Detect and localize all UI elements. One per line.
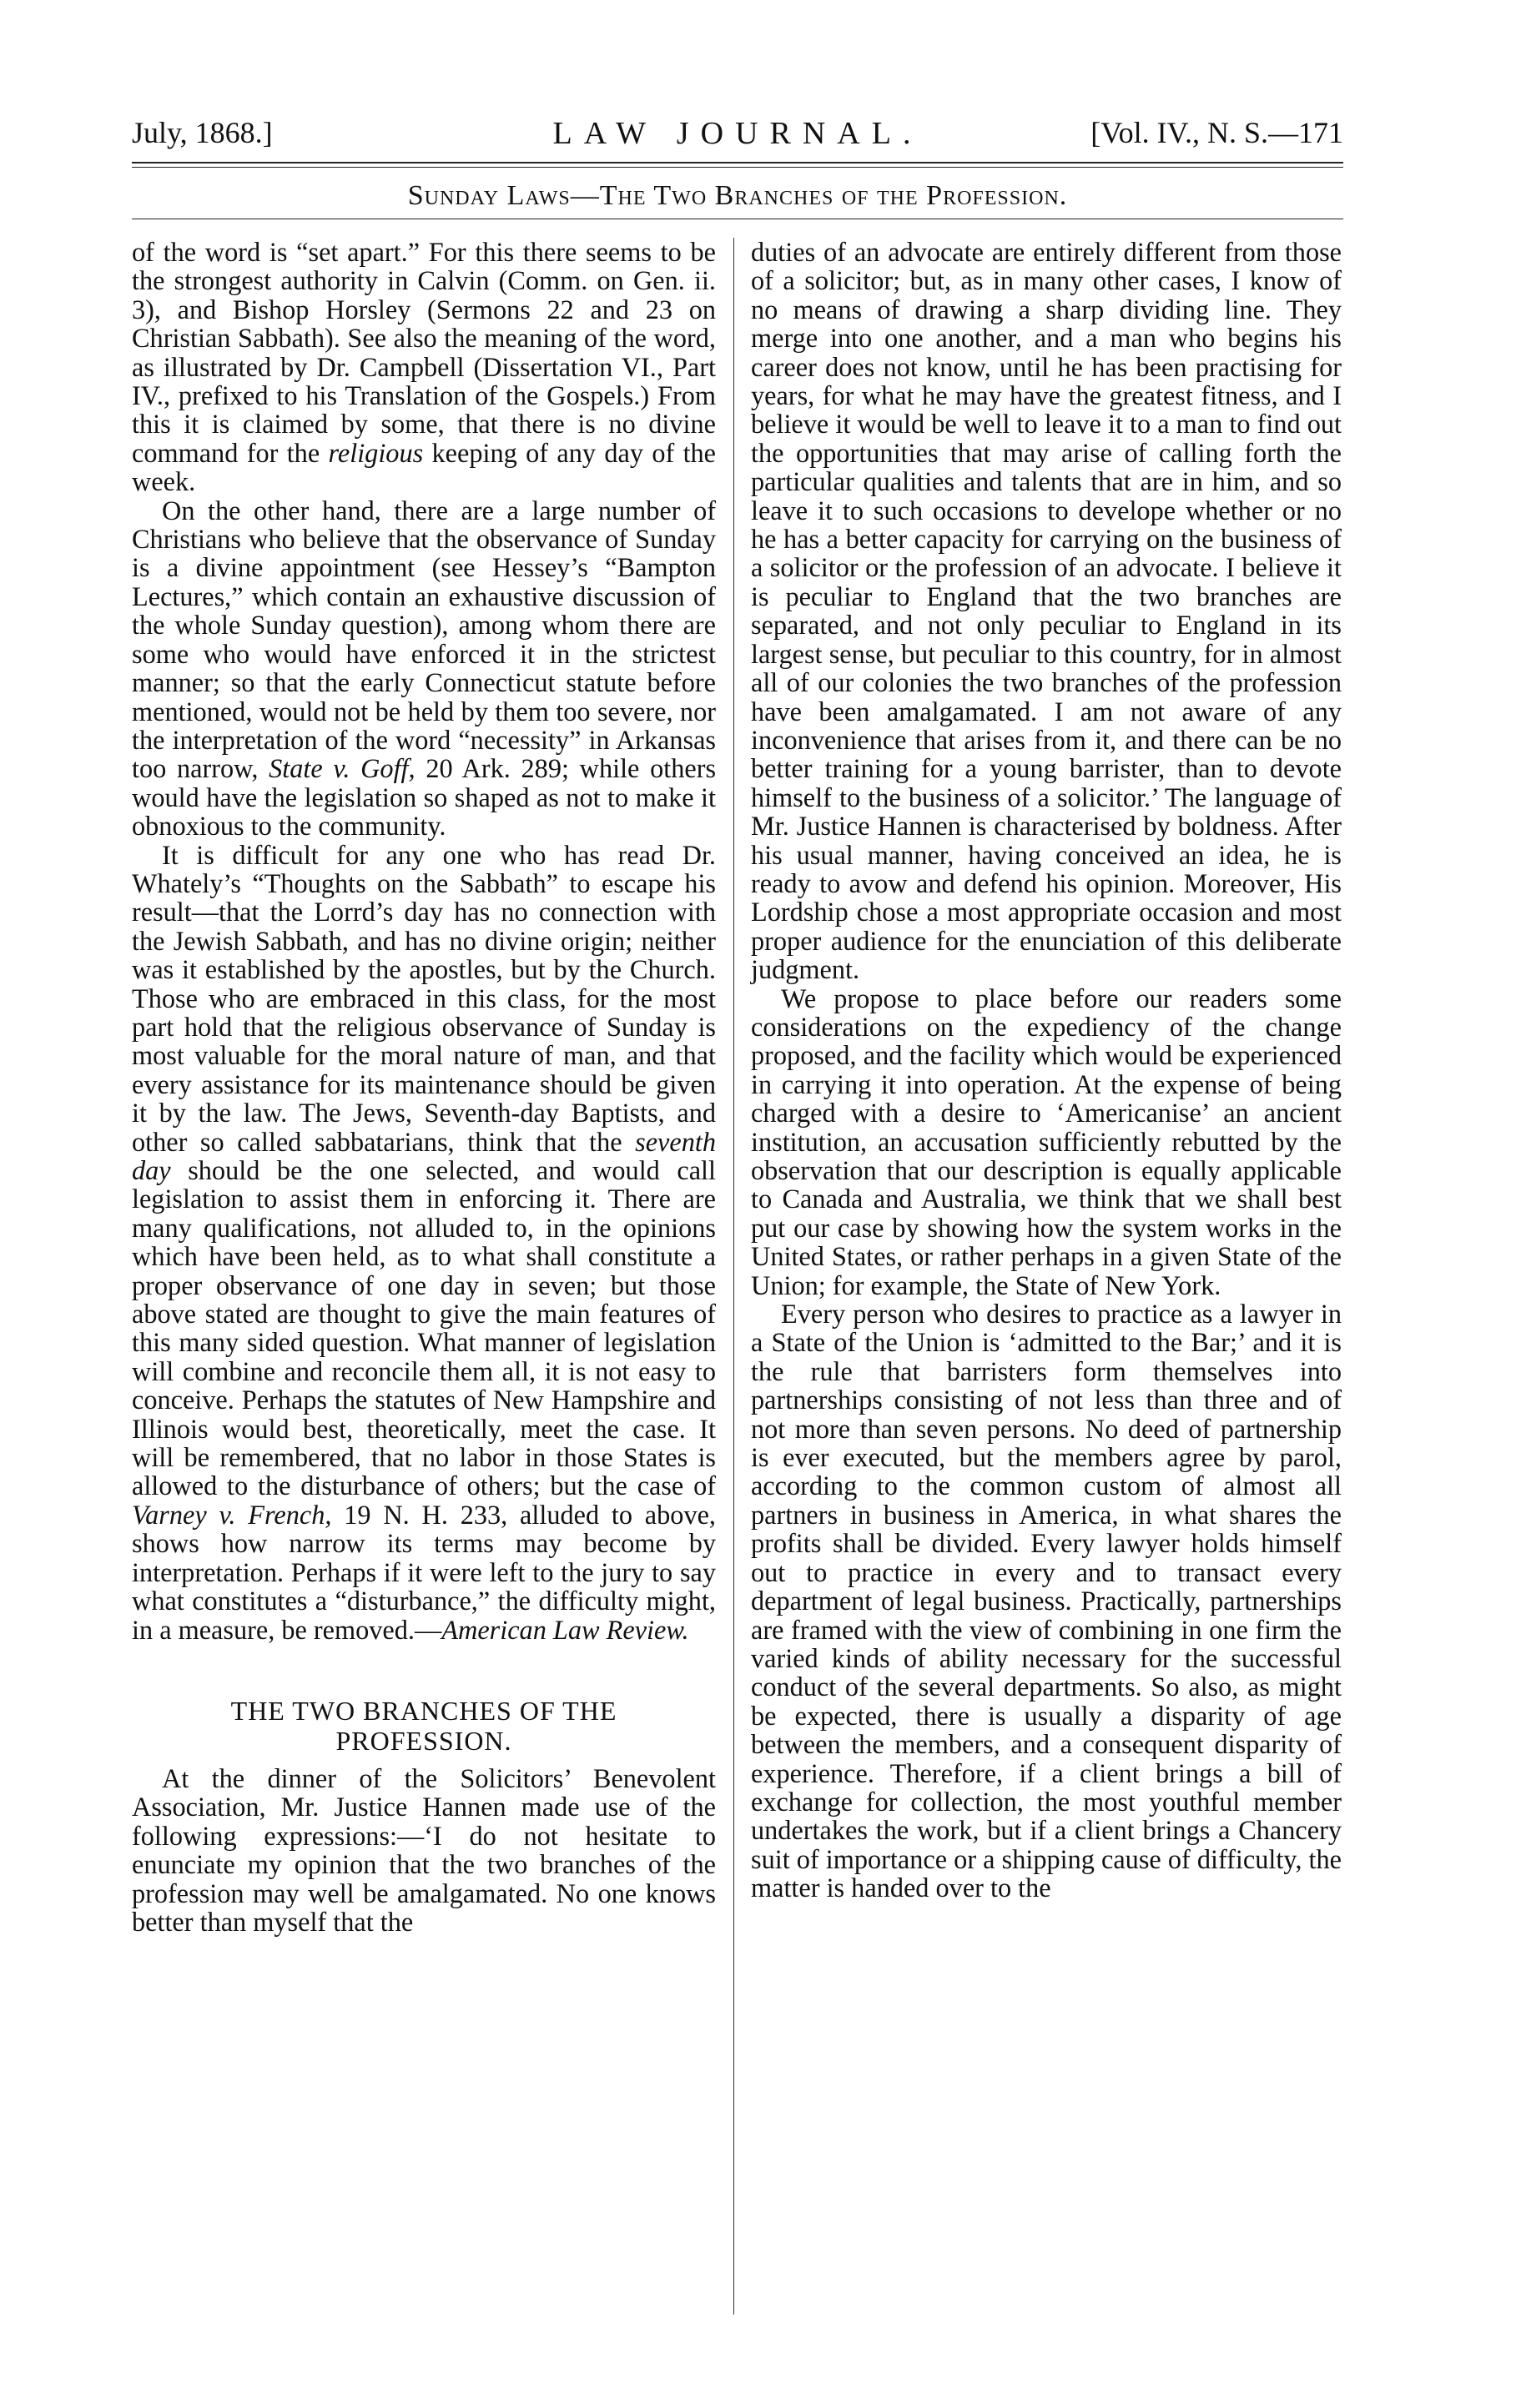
paragraph: Every person who desires to practice as a lawyer in a State of the Union is ‘admitted to the Bar;’ and it is the rule that barristers form themselves into partnerships consisting of not less than three and of not more than seven persons. No deed of partnership is ever executed, but the members agree by parol, according to the common custom of almost all partners in business in America, in what shares the profits shall be divided. Every lawyer holds himself out to practice in every and to transact every department of legal business. Practically, partnerships are framed with the view of combining in one firm the varied kinds of ability necessary for the successful conduct of the several departments. So also, as might be expected, there is usually a disparity of age between the members, and a consequent disparity of experience. Therefore, if a client brings a bill of exchange for collection, the most youthful member undertakes the work, but if a client brings a Chancery suit of importance or a shipping cause of difficulty, the matter is handed over to the [751,1299,1342,1903]
paragraph: duties of an advocate are entirely different from those of a solicitor; but, as in many other cases, I know of no means of drawing a sharp dividing line. They merge into one another, and a man who begins his career does not know, until he has been practising for years, for what he may have the greatest fitness, and I believe it would be well to leave it to a man to find out the opportunities that may arise of calling forth the particular qualities and talents that are in him, and so leave it to such occasions to develope whether or no he has a better capacity for carrying on the business of a solicitor or the profession of an advocate. I believe it is peculiar to England that the two branches are separated, and not only peculiar to England in its largest sense, but peculiar to this country, for in almost all of our colonies the two branches of the profession have been amalgamated. I am not aware of any inconvenience that arises from it, and there can be no better training for a young barrister, than to devote himself to the business of a solicitor.’ The language of Mr. Justice Hannen is characterised by boldness. After his usual manner, having conceived an idea, he is ready to avow and defend his opinion. Moreover, His Lordship chose a most appropriate occasion and most proper audience for the enunciation of this deliberate judgment. [751,237,1342,985]
issue-date: July, 1868.] [132,116,273,149]
running-head [132,107,1343,157]
right-column [751,238,1342,1903]
section-heading: Sunday Laws—The Two Branches of the Profession. [407,180,1068,211]
paragraph: We propose to place before our readers some considerations on the expediency of the change proposed, and the facility which would be experienced in carrying it into operation. At the expense of being charged with a desire to ‘Americanise’ an ancient institution, an accusation sufficiently rebutted by the observation that our description is equally applicable to Canada and Australia, we think that we shall best put our case by showing how the system works in the United States, or rather perhaps in a given State of the Union; for example, the State of New York. [751,983,1342,1300]
left-column [132,238,716,1936]
source-citation: American Law Review. [441,1614,689,1645]
header-rule-bottom [132,167,1343,168]
paragraph: At the dinner of the Solicitors’ Benevolent Association, Mr. Justice Hannen made use of the following expressions:—‘I do not hesitate to enunciate my opinion that the two branches of the profession may well be amalgamated. No one knows better than myself that the [132,1762,716,1937]
header-rule-top [132,162,1343,163]
column-divider [733,238,734,2315]
paragraph: On the other hand, there are a large number of Christians who believe that the observance of Sunday is a divine appointment (see Hessey’s “Bampton Lectures,” which contain an exhaustive discussion of the whole Sunday question), among whom there are some who would have enforced it in the strictest manner; so that the early Connecticut statute before mentioned, would not be held by them too severe, nor the interpretation of the word “necessity” in Arkansas too narrow, State v. Goff, 20 Ark. 289; while others would have the legislation so shaped as not to make it obnoxious to the community. [132,495,717,842]
journal-title: LAW JOURNAL. [552,116,923,151]
paragraph: It is difficult for any one who has read Dr. Whately’s “Thoughts on the Sabbath” to escape his result—that the Lorrd’s day has no connection with the Jewish Sabbath, and has no divine origin; neither was it established by the apostles, but by the Church. Those who are embraced in this class, for the most part hold that the religious observance of Sunday is most valuable for the moral nature of man, and that every assistance for its maintenance should be given it by the law. The Jews, Seventh-day Baptists, and other so called sabbatarians, think that the seventh day should be the one selected, and would call legislation to assist them in enforcing it. There are many qualifications, not alluded to, in the opinions which have been held, as to what shall constitute a proper observance of one day in seven; but those above stated are thought to give the main features of this many sided question. What manner of legislation will combine and reconcile them all, it is not easy to conceive. Perhaps the statutes of New Hampshire and Illinois would best, theoretically, meet the case. It will be remembered, that no labor in those States is allowed to the disturbance of others; but the case of Varney v. French, 19 N. H. 233, alluded to above, shows how narrow its terms may become by interpretation. Perhaps if it were left to the jury to say what constitutes a “disturbance,” the difficulty might, in a measure, be removed.—American Law Review. [132,839,716,1645]
paragraph: of the word is “set apart.” For this there seems to be the strongest authority in Calvin (Comm. on Gen. ii. 3), and Bishop Horsley (Sermons 22 and 23 on Christian Sabbath). See also the meaning of the word, as illustrated by Dr. Campbell (Dissertation VI., Part IV., prefixed to his Translation of the Gospels.) From this it is claimed by some, that there is no divine command for the religious keeping of any day of the week. [132,237,717,497]
article-title: THE TWO BRANCHES OF THE PROFESSION. [230,1695,617,1756]
volume-page-number: [Vol. IV., N. S.—171 [1090,116,1343,149]
